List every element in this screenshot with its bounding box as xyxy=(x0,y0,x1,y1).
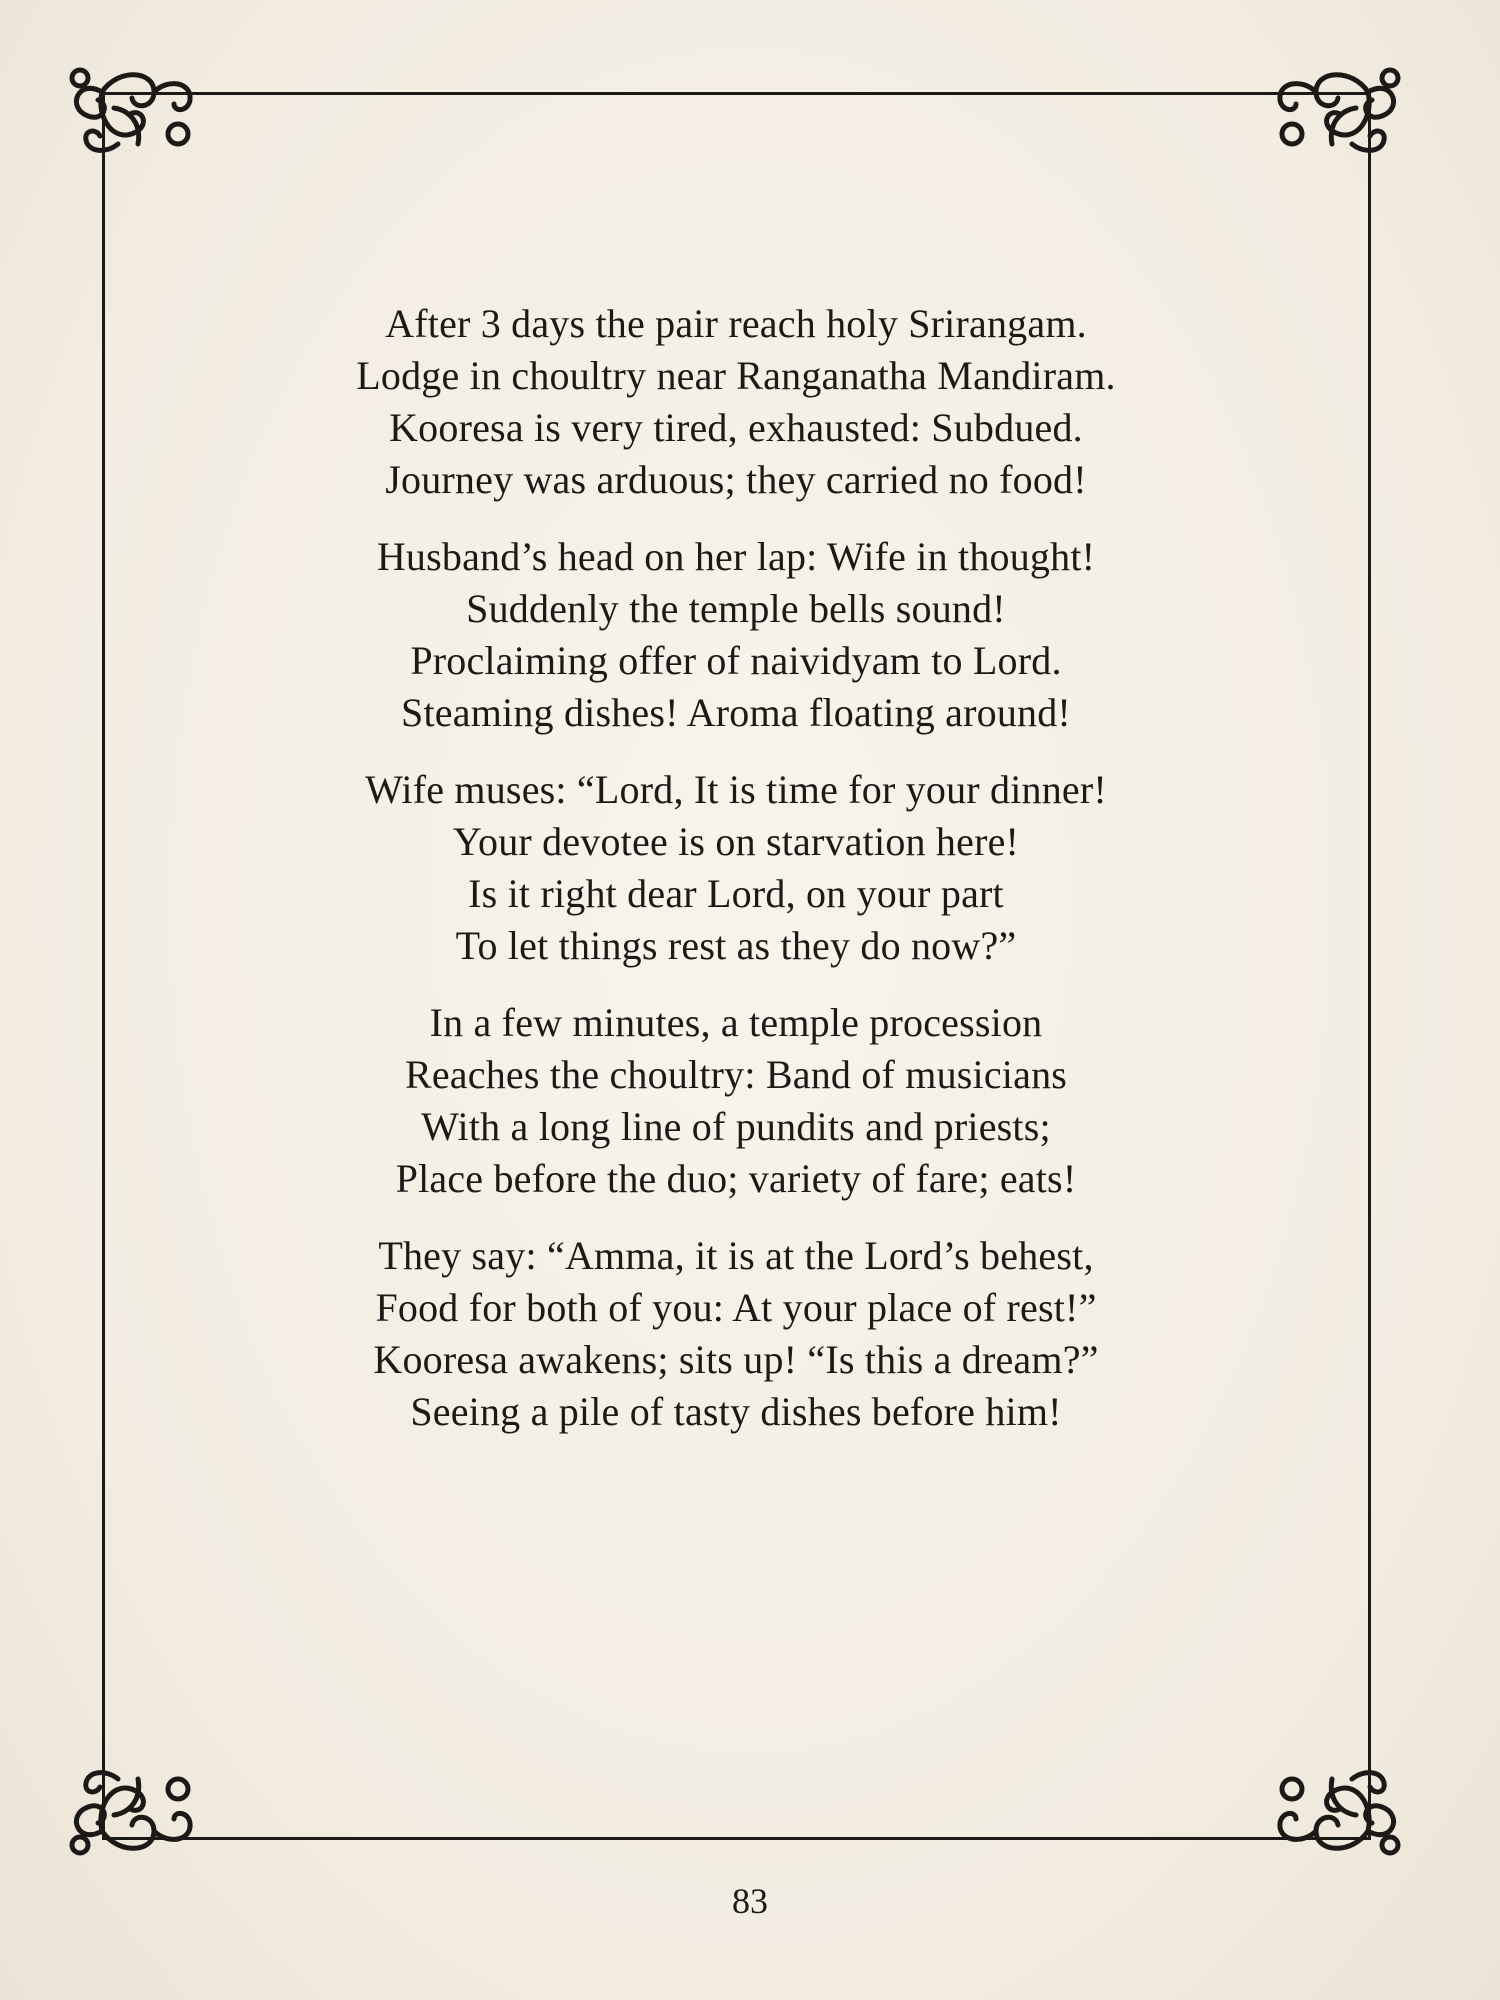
poem-line: Lodge in choultry near Ranganatha Mandiram. xyxy=(356,353,1116,398)
poem-line: Kooresa awakens; sits up! “Is this a dream?” xyxy=(373,1337,1099,1382)
corner-ornament-top-right xyxy=(1262,48,1412,168)
scroll-ornament-icon xyxy=(58,48,208,168)
poem-line: In a few minutes, a temple procession xyxy=(429,1000,1043,1045)
poem-line: Place before the duo; variety of fare; eats! xyxy=(395,1156,1077,1201)
poem-line: Proclaiming offer of naividyam to Lord. xyxy=(410,638,1062,683)
corner-ornament-bottom-left xyxy=(58,1755,208,1875)
scroll-ornament-icon xyxy=(58,1755,208,1875)
poem-body xyxy=(150,298,1322,1463)
poem-line: Is it right dear Lord, on your part xyxy=(468,871,1004,916)
stanza-5 xyxy=(150,1230,1322,1438)
poem-line: Wife muses: “Lord, It is time for your dinner! xyxy=(365,767,1107,812)
poem-line: Journey was arduous; they carried no food! xyxy=(385,457,1087,502)
scroll-ornament-icon xyxy=(1262,48,1412,168)
poem-line: Suddenly the temple bells sound! xyxy=(466,586,1006,631)
poem-line: With a long line of pundits and priests; xyxy=(421,1104,1051,1149)
corner-ornament-top-left xyxy=(58,48,208,168)
poem-line: Your devotee is on starvation here! xyxy=(452,819,1020,864)
poem-line: Husband’s head on her lap: Wife in thought! xyxy=(376,534,1096,579)
poem-line: Kooresa is very tired, exhausted: Subdued. xyxy=(389,405,1083,450)
poem-line: Food for both of you: At your place of rest!” xyxy=(375,1285,1097,1330)
poem-line: Steaming dishes! Aroma floating around! xyxy=(401,690,1071,735)
poem-line: To let things rest as they do now?” xyxy=(455,923,1017,968)
poem-line: Reaches the choultry: Band of musicians xyxy=(404,1052,1068,1097)
stanza-1 xyxy=(150,298,1322,506)
stanza-4 xyxy=(150,997,1322,1205)
page-number: 83 xyxy=(732,1881,768,1921)
stanza-3 xyxy=(150,764,1322,972)
corner-ornament-bottom-right xyxy=(1262,1755,1412,1875)
poem-line: They say: “Amma, it is at the Lord’s behest, xyxy=(378,1233,1094,1278)
stanza-2 xyxy=(150,531,1322,739)
poem-line: Seeing a pile of tasty dishes before him! xyxy=(410,1389,1062,1434)
scroll-ornament-icon xyxy=(1262,1755,1412,1875)
poem-line: After 3 days the pair reach holy Srirangam. xyxy=(385,301,1087,346)
